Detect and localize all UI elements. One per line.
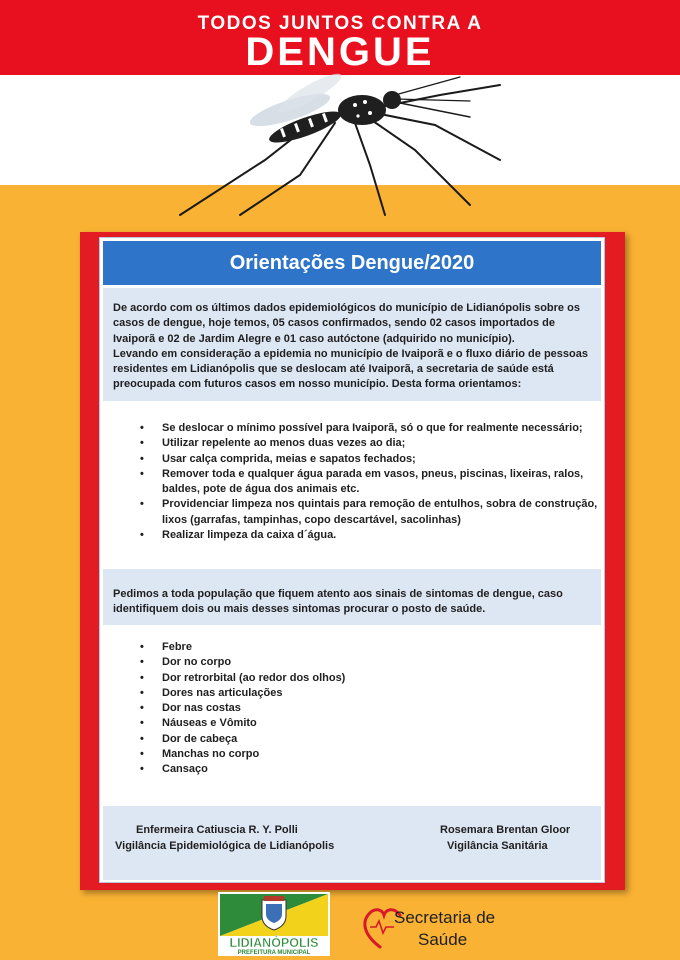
list-item: • Realizar limpeza da caixa d´água. xyxy=(139,528,599,543)
list-item: • Manchas no corpo xyxy=(139,747,439,762)
health-logo-line-2: Saúde xyxy=(418,930,468,949)
signature-left-role: Vigilância Epidemiológica de Lidianópolis xyxy=(115,840,335,852)
headline-line-1: TODOS JUNTOS CONTRA A xyxy=(197,13,483,34)
signature-right-role: Vigilância Sanitária xyxy=(447,840,548,852)
bullet-icon: • xyxy=(140,641,144,653)
bullet-icon: • xyxy=(140,437,144,450)
list-item: • Náuseas e Vômito xyxy=(139,716,439,731)
list-item: • Febre xyxy=(139,640,439,655)
panel-title: Orientações Dengue/2020 xyxy=(103,241,601,285)
mosquito-icon xyxy=(170,55,530,225)
signature-right-name: Rosemara Brentan Gloor xyxy=(440,824,571,836)
symptoms-list xyxy=(139,640,439,778)
list-item: • Dor retrorbital (ao redor dos olhos) xyxy=(139,671,439,686)
city-logo-subtitle: PREFEITURA MUNICIPAL xyxy=(237,950,311,956)
list-item: • Usar calça comprida, meias e sapatos fechados; xyxy=(139,452,599,467)
list-item: • Dor de cabeça xyxy=(139,732,439,747)
list-item: • Utilizar repelente ao menos duas vezes ao dia; xyxy=(139,436,599,451)
intro-paragraph-2: Levando em consideração a epidemia no município de Ivaiporã e o fluxo diário de pessoas residentes em Lidianópolis que se deslocam até Ivaiporã, a secretaria de saúde está preocupada com futuros casos em nosso município. Desta forma orientamos: xyxy=(113,347,588,391)
bullet-icon: • xyxy=(140,686,144,699)
list-item: • Remover toda e qualquer água parada em vasos, pneus, piscinas, lixeiras, ralos, baldes, pote de água dos animais etc. xyxy=(140,467,584,496)
symptoms-section xyxy=(103,628,601,803)
bullet-icon: • xyxy=(140,467,144,480)
list-item: • Providenciar limpeza nos quintais para remoção de entulhos, sobra de construção, lixos (garrafas, tampinhas, copo descartável, sacolinhas) xyxy=(140,498,598,526)
bullet-icon: • xyxy=(140,452,144,465)
bullet-icon: • xyxy=(140,656,144,669)
list-item: • Se deslocar o mínimo possível para Ivaiporã, só o que for realmente necessário; xyxy=(139,421,599,436)
signatures-section xyxy=(103,806,601,880)
bullet-icon: • xyxy=(140,422,144,434)
signature-left-name: Enfermeira Catiuscia R. Y. Polli xyxy=(136,824,298,836)
bullet-icon: • xyxy=(140,748,144,761)
orientation-panel xyxy=(99,237,605,883)
city-logo xyxy=(218,892,330,956)
measures-section xyxy=(103,404,601,566)
measures-list xyxy=(139,421,599,543)
intro-paragraph-1: De acordo com os últimos dados epidemiológicos do município de Lidianópolis sobre os casos de dengue, hoje temos, 05 casos confirmados, sendo 02 casos importados de Ivaiporã e 02 de Jardim Alegre e 01 caso autóctone (adquirido no município). xyxy=(113,302,580,345)
headline-line-2: DENGUE xyxy=(245,30,435,74)
bullet-icon: • xyxy=(140,702,144,715)
attention-text: Pedimos a toda população que fiquem atento aos sinais de sintomas de dengue, caso identifiquem dois ou mais desses sintomas procurar o posto de saúde. xyxy=(113,588,563,616)
health-logo-line-1: Secretaria de xyxy=(394,908,496,927)
bullet-icon: • xyxy=(140,717,144,730)
attention-section xyxy=(103,569,601,625)
bullet-icon: • xyxy=(140,763,144,776)
bullet-icon: • xyxy=(140,529,144,542)
list-item: • Dor nas costas xyxy=(139,701,439,716)
list-item: • Dor no corpo xyxy=(139,655,439,670)
intro-text xyxy=(113,301,593,393)
bullet-icon: • xyxy=(140,498,144,511)
city-logo-name: LIDIANÓPOLIS xyxy=(229,936,319,950)
bullet-icon: • xyxy=(140,671,144,684)
list-item: • Dores nas articulações xyxy=(139,686,439,701)
list-item: • Cansaço xyxy=(139,762,439,777)
bullet-icon: • xyxy=(140,732,144,745)
health-secretariat-logo xyxy=(360,897,500,953)
intro-section xyxy=(103,288,601,401)
